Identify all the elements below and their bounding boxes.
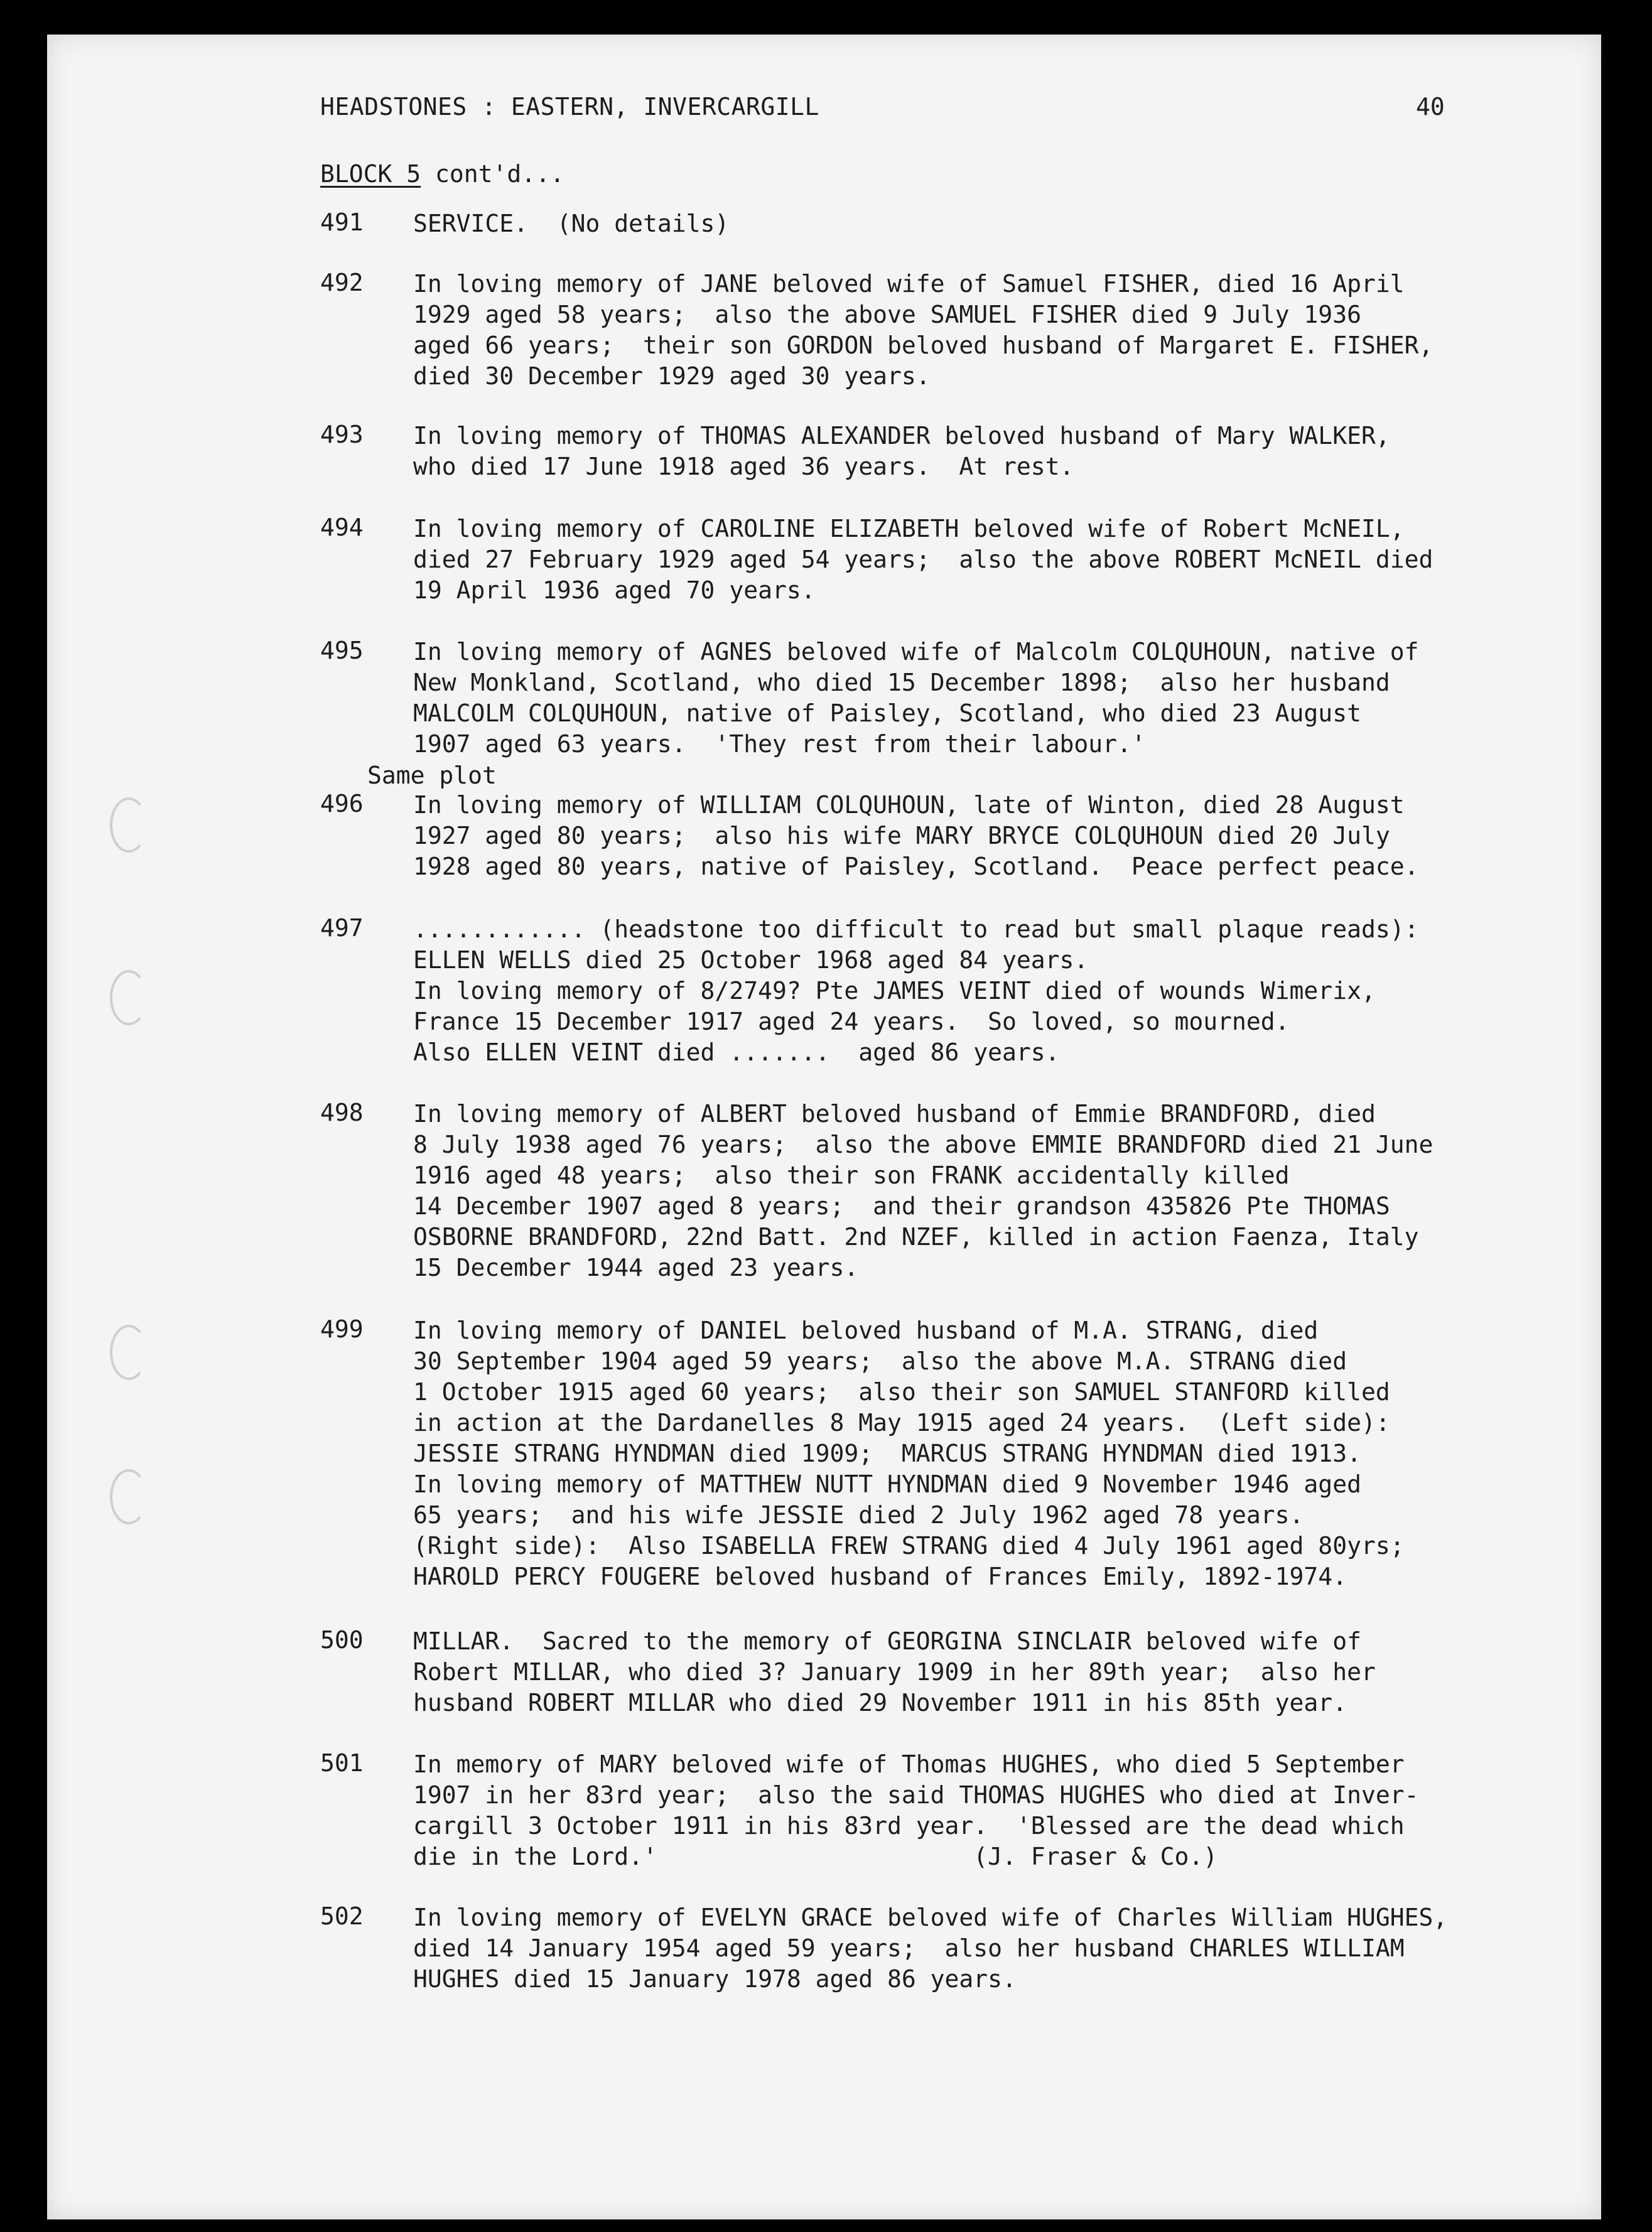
entry-line: died 27 February 1929 aged 54 years; also the above ROBERT McNEIL died <box>413 546 1433 573</box>
entry-number: 498 <box>320 1099 364 1126</box>
entry-line: France 15 December 1917 aged 24 years. So loved, so mourned. <box>413 1008 1290 1035</box>
entry-line: 65 years; and his wife JESSIE died 2 July 1962 aged 78 years. <box>413 1501 1304 1529</box>
punch-hole <box>110 1469 148 1524</box>
entry-line: In loving memory of JANE beloved wife of Samuel FISHER, died 16 April <box>413 270 1405 298</box>
entry-number: 497 <box>320 914 364 942</box>
same-plot-note: Same plot <box>367 762 497 789</box>
entry-line: who died 17 June 1918 aged 36 years. At rest. <box>413 453 1074 480</box>
entry-line: 1 October 1915 aged 60 years; also their son SAMUEL STANFORD killed <box>413 1378 1390 1406</box>
entry-number: 495 <box>320 637 364 664</box>
entry-text <box>413 637 1418 760</box>
entry-line: In loving memory of DANIEL beloved husband of M.A. STRANG, died <box>413 1317 1319 1344</box>
entry-line: HAROLD PERCY FOUGERE beloved husband of Frances Emily, 1892-1974. <box>413 1563 1347 1590</box>
entry-text <box>413 1626 1376 1718</box>
entry-line: Also ELLEN VEINT died ....... aged 86 years. <box>413 1038 1060 1066</box>
entry-line: 1916 aged 48 years; also their son FRANK accidentally killed <box>413 1162 1290 1189</box>
entry-line: 1929 aged 58 years; also the above SAMUEL FISHER died 9 July 1936 <box>413 301 1361 328</box>
entry-line: (Right side): Also ISABELLA FREW STRANG died 4 July 1961 aged 80yrs; <box>413 1532 1405 1560</box>
entry-line: MILLAR. Sacred to the memory of GEORGINA SINCLAIR beloved wife of <box>413 1627 1361 1655</box>
entry-number: 492 <box>320 269 364 296</box>
page-number: 40 <box>1416 93 1445 121</box>
entry-line: In loving memory of CAROLINE ELIZABETH beloved wife of Robert McNEIL, <box>413 515 1405 542</box>
entry-text <box>413 208 729 239</box>
entry-line: In loving memory of AGNES beloved wife of Malcolm COLQUHOUN, native of <box>413 638 1419 666</box>
entry-line: New Monkland, Scotland, who died 15 December 1898; also her husband <box>413 669 1390 696</box>
entry-text <box>413 1902 1447 1995</box>
entry-text <box>413 914 1418 1068</box>
entry-line: 19 April 1936 aged 70 years. <box>413 576 816 604</box>
entry-line: MALCOLM COLQUHOUN, native of Paisley, Scotland, who died 23 August <box>413 699 1361 727</box>
entry-line: aged 66 years; their son GORDON beloved husband of Margaret E. FISHER, <box>413 332 1433 359</box>
entry-line: 1907 aged 63 years. 'They rest from their labour.' <box>413 730 1146 758</box>
entry-line: cargill 3 October 1911 in his 83rd year. 'Blessed are the dead which <box>413 1812 1405 1840</box>
block-label: BLOCK 5 <box>320 160 421 188</box>
entry-line: 30 September 1904 aged 59 years; also the above M.A. STRANG died <box>413 1347 1347 1375</box>
entry-line: In loving memory of ALBERT beloved husband of Emmie BRANDFORD, died <box>413 1100 1376 1128</box>
entry-line: 1928 aged 80 years, native of Paisley, Scotland. Peace perfect peace. <box>413 853 1419 880</box>
entry-text <box>413 269 1433 392</box>
entry-line: ELLEN WELLS died 25 October 1968 aged 84 years. <box>413 946 1089 974</box>
entry-line: In loving memory of WILLIAM COLQUHOUN, late of Winton, died 28 August <box>413 791 1405 819</box>
entry-line: SERVICE. (No details) <box>413 210 730 237</box>
entry-number: 499 <box>320 1315 364 1343</box>
block-suffix: cont'd... <box>421 160 564 188</box>
entry-line: In loving memory of 8/2749? Pte JAMES VEINT died of wounds Wimerix, <box>413 977 1376 1005</box>
punch-hole <box>110 1325 148 1380</box>
entry-text <box>413 514 1433 606</box>
entry-number: 493 <box>320 421 364 448</box>
entry-text <box>413 1099 1433 1283</box>
entry-line: OSBORNE BRANDFORD, 22nd Batt. 2nd NZEF, killed in action Faenza, Italy <box>413 1223 1419 1251</box>
entry-line: In loving memory of THOMAS ALEXANDER beloved husband of Mary WALKER, <box>413 422 1390 450</box>
entry-line: die in the Lord.' (J. Fraser & Co.) <box>413 1843 1218 1870</box>
entry-line: In loving memory of EVELYN GRACE beloved wife of Charles William HUGHES, <box>413 1904 1448 1931</box>
punch-hole <box>110 970 148 1025</box>
entry-line: 8 July 1938 aged 76 years; also the above EMMIE BRANDFORD died 21 June <box>413 1131 1433 1158</box>
entry-line: husband ROBERT MILLAR who died 29 November 1911 in his 85th year. <box>413 1689 1347 1717</box>
entry-line: 14 December 1907 aged 8 years; and their grandson 435826 Pte THOMAS <box>413 1192 1390 1220</box>
entry-number: 500 <box>320 1626 364 1654</box>
entry-line: Robert MILLAR, who died 3? January 1909 in her 89th year; also her <box>413 1658 1376 1686</box>
entry-text <box>413 1749 1418 1872</box>
entry-text <box>413 421 1390 482</box>
entry-number: 502 <box>320 1902 364 1930</box>
entry-line: 1907 in her 83rd year; also the said THOMAS HUGHES who died at Inver- <box>413 1781 1419 1809</box>
page-title: HEADSTONES : EASTERN, INVERCARGILL <box>320 93 819 121</box>
entry-line: 15 December 1944 aged 23 years. <box>413 1254 859 1281</box>
entry-line: In loving memory of MATTHEW NUTT HYNDMAN died 9 November 1946 aged <box>413 1470 1361 1498</box>
entry-number: 501 <box>320 1749 364 1777</box>
entry-number: 491 <box>320 208 364 236</box>
punch-hole <box>110 797 148 853</box>
entry-number: 494 <box>320 514 364 541</box>
entry-line: ............ (headstone too difficult to read but small plaque reads): <box>413 915 1419 943</box>
entry-line: 1927 aged 80 years; also his wife MARY BRYCE COLQUHOUN died 20 July <box>413 822 1390 849</box>
entry-number: 496 <box>320 790 364 817</box>
entry-line: In memory of MARY beloved wife of Thomas HUGHES, who died 5 September <box>413 1750 1405 1778</box>
entry-text <box>413 1315 1405 1592</box>
entry-line: HUGHES died 15 January 1978 aged 86 years. <box>413 1965 1017 1993</box>
entry-line: in action at the Dardanelles 8 May 1915 aged 24 years. (Left side): <box>413 1409 1390 1437</box>
entry-line: died 30 December 1929 aged 30 years. <box>413 362 931 390</box>
block-heading <box>320 160 564 188</box>
entry-text <box>413 790 1418 882</box>
entry-line: died 14 January 1954 aged 59 years; also her husband CHARLES WILLIAM <box>413 1934 1405 1962</box>
entry-line: JESSIE STRANG HYNDMAN died 1909; MARCUS STRANG HYNDMAN died 1913. <box>413 1440 1361 1467</box>
